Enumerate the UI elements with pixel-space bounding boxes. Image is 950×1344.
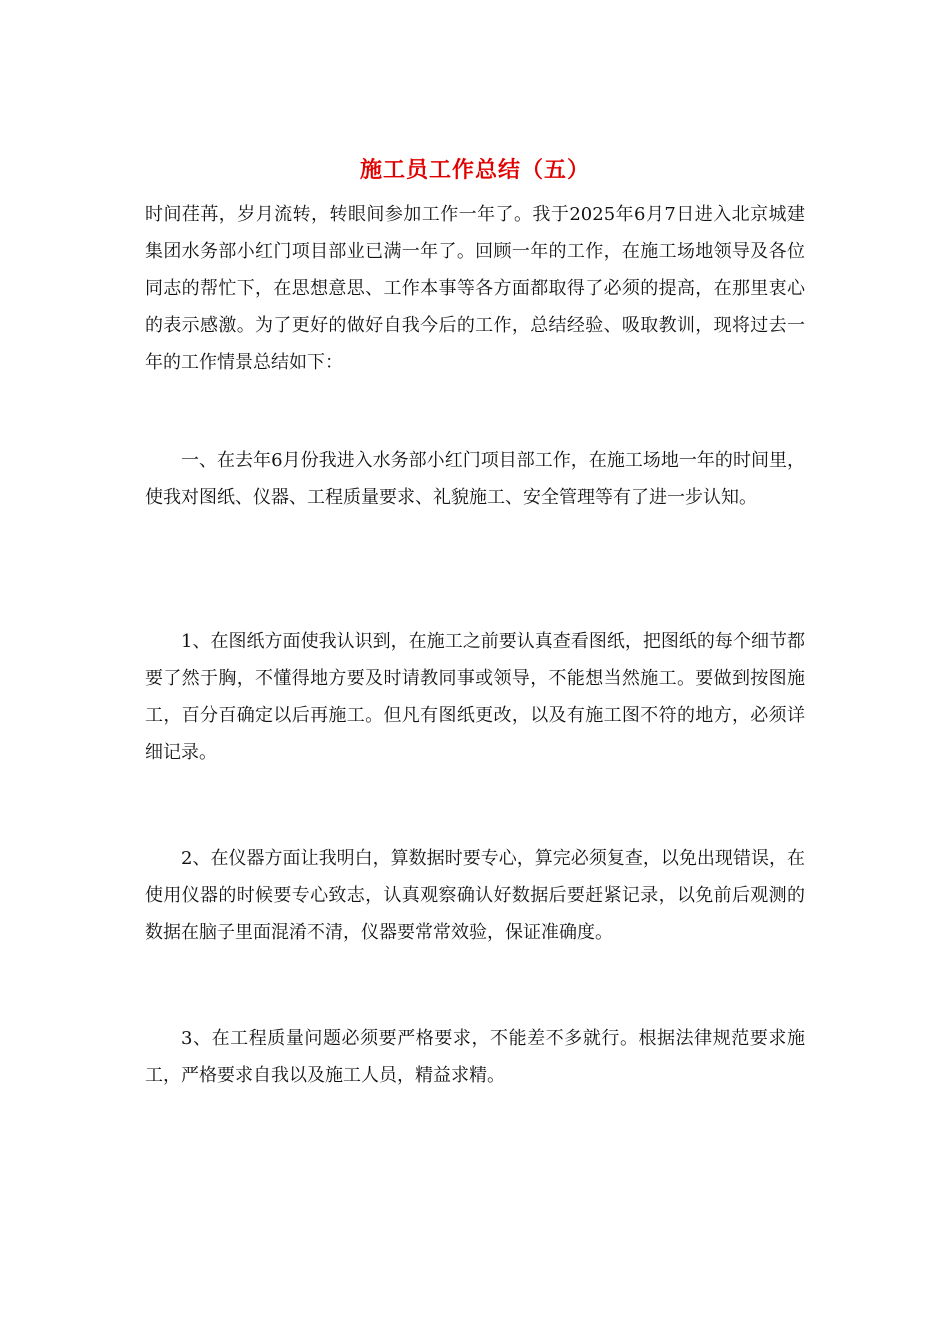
- section-one-paragraph: 一、在去年6月份我进入水务部小红门项目部工作，在施工场地一年的时间里，使我对图纸、仪器、工程质量要求、礼貌施工、安全管理等有了进一步认知。: [145, 450, 805, 508]
- item-2-paragraph: 2、在仪器方面让我明白，算数据时要专心，算完必须复查，以免出现错误，在使用仪器的时候要专心致志，认真观察确认好数据后要赶紧记录，以免前后观测的数据在脑子里面混淆不清，仪器要常常效验，保证准确度。: [145, 848, 805, 943]
- intro-paragraph: 时间荏苒，岁月流转，转眼间参加工作一年了。我于2025年6月7日进入北京城建集团水务部小红门项目部业已满一年了。回顾一年的工作，在施工场地领导及各位同志的帮忙下，在思想意思、工作本事等各方面都取得了必须的提高，在那里衷心的表示感激。为了更好的做好自我今后的工作，总结经验、吸取教训，现将过去一年的工作情景总结如下：: [145, 204, 805, 373]
- item-3-paragraph: 3、在工程质量问题必须要严格要求，不能差不多就行。根据法律规范要求施工，严格要求自我以及施工人员，精益求精。: [145, 1028, 805, 1086]
- item-1-paragraph: 1、在图纸方面使我认识到，在施工之前要认真查看图纸，把图纸的每个细节都要了然于胸，不懂得地方要及时请教同事或领导，不能想当然施工。要做到按图施工，百分百确定以后再施工。但凡有图纸更改，以及有施工图不符的地方，必须详细记录。: [145, 631, 805, 763]
- document-title: 施工员工作总结（五）: [359, 157, 590, 183]
